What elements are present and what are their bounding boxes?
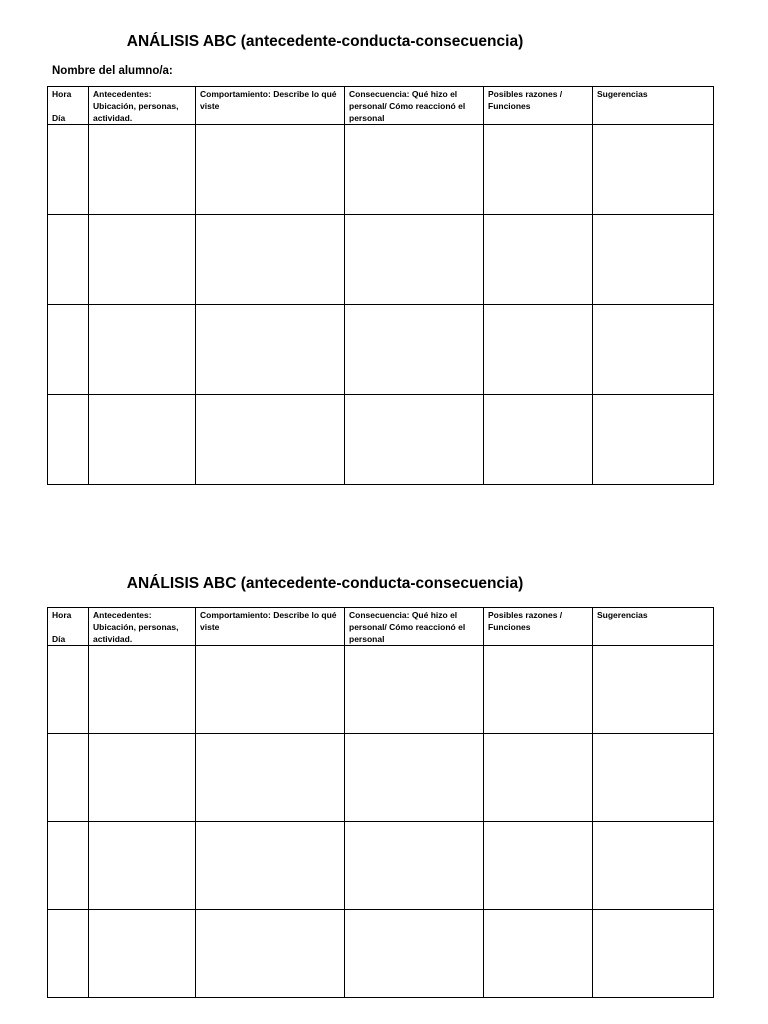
comportamiento-cell[interactable] xyxy=(196,646,345,734)
consecuencia-cell[interactable] xyxy=(345,646,484,734)
header-antecedentes: Antecedentes: Ubicación, personas, actividad. xyxy=(89,87,196,125)
hora-dia-cell[interactable] xyxy=(48,910,89,998)
consecuencia-cell[interactable] xyxy=(345,910,484,998)
table-row xyxy=(48,215,714,305)
table-header-row xyxy=(48,87,714,125)
razones-cell[interactable] xyxy=(484,646,593,734)
abc-table xyxy=(47,86,714,485)
antecedentes-cell[interactable] xyxy=(89,734,196,822)
table-row xyxy=(48,734,714,822)
consecuencia-cell[interactable] xyxy=(345,305,484,395)
table-row xyxy=(48,395,714,485)
antecedentes-cell[interactable] xyxy=(89,215,196,305)
table-row xyxy=(48,125,714,215)
page-title: ANÁLISIS ABC (antecedente-conducta-consecuencia) xyxy=(126,33,524,50)
table-row xyxy=(48,910,714,998)
header-hora-dia xyxy=(48,87,89,125)
table-header-row xyxy=(48,608,714,646)
header-hora: Hora xyxy=(52,89,72,99)
sugerencias-cell[interactable] xyxy=(593,910,714,998)
consecuencia-cell[interactable] xyxy=(345,734,484,822)
hora-dia-cell[interactable] xyxy=(48,822,89,910)
header-hora: Hora xyxy=(52,610,72,620)
header-sugerencias: Sugerencias xyxy=(593,87,714,125)
razones-cell[interactable] xyxy=(484,125,593,215)
table-row xyxy=(48,822,714,910)
hora-dia-cell[interactable] xyxy=(48,215,89,305)
table-row xyxy=(48,305,714,395)
hora-dia-cell[interactable] xyxy=(48,305,89,395)
table-row xyxy=(48,646,714,734)
header-hora-dia xyxy=(48,608,89,646)
header-dia: Día xyxy=(52,113,66,123)
antecedentes-cell[interactable] xyxy=(89,910,196,998)
sugerencias-cell[interactable] xyxy=(593,646,714,734)
consecuencia-cell[interactable] xyxy=(345,125,484,215)
abc-table xyxy=(47,607,714,998)
page-title: ANÁLISIS ABC (antecedente-conducta-consecuencia) xyxy=(126,575,524,592)
header-consecuencia: Consecuencia: Qué hizo el personal/ Cómo reaccionó el personal xyxy=(345,608,484,646)
header-consecuencia: Consecuencia: Qué hizo el personal/ Cómo reaccionó el personal xyxy=(345,87,484,125)
header-razones: Posibles razones / Funciones xyxy=(484,87,593,125)
razones-cell[interactable] xyxy=(484,734,593,822)
consecuencia-cell[interactable] xyxy=(345,395,484,485)
student-name-label: Nombre del alumno/a: xyxy=(52,65,173,77)
comportamiento-cell[interactable] xyxy=(196,305,345,395)
antecedentes-cell[interactable] xyxy=(89,305,196,395)
header-razones: Posibles razones / Funciones xyxy=(484,608,593,646)
hora-dia-cell[interactable] xyxy=(48,395,89,485)
razones-cell[interactable] xyxy=(484,910,593,998)
comportamiento-cell[interactable] xyxy=(196,734,345,822)
header-comportamiento: Comportamiento: Describe lo qué viste xyxy=(196,608,345,646)
hora-dia-cell[interactable] xyxy=(48,646,89,734)
antecedentes-cell[interactable] xyxy=(89,822,196,910)
razones-cell[interactable] xyxy=(484,395,593,485)
antecedentes-cell[interactable] xyxy=(89,395,196,485)
razones-cell[interactable] xyxy=(484,305,593,395)
sugerencias-cell[interactable] xyxy=(593,395,714,485)
hora-dia-cell[interactable] xyxy=(48,125,89,215)
razones-cell[interactable] xyxy=(484,822,593,910)
comportamiento-cell[interactable] xyxy=(196,125,345,215)
header-sugerencias: Sugerencias xyxy=(593,608,714,646)
comportamiento-cell[interactable] xyxy=(196,395,345,485)
sugerencias-cell[interactable] xyxy=(593,125,714,215)
consecuencia-cell[interactable] xyxy=(345,215,484,305)
header-antecedentes: Antecedentes: Ubicación, personas, actividad. xyxy=(89,608,196,646)
comportamiento-cell[interactable] xyxy=(196,215,345,305)
sugerencias-cell[interactable] xyxy=(593,734,714,822)
header-dia: Día xyxy=(52,634,66,644)
consecuencia-cell[interactable] xyxy=(345,822,484,910)
sugerencias-cell[interactable] xyxy=(593,215,714,305)
header-comportamiento: Comportamiento: Describe lo qué viste xyxy=(196,87,345,125)
hora-dia-cell[interactable] xyxy=(48,734,89,822)
razones-cell[interactable] xyxy=(484,215,593,305)
comportamiento-cell[interactable] xyxy=(196,910,345,998)
antecedentes-cell[interactable] xyxy=(89,646,196,734)
sugerencias-cell[interactable] xyxy=(593,305,714,395)
antecedentes-cell[interactable] xyxy=(89,125,196,215)
comportamiento-cell[interactable] xyxy=(196,822,345,910)
sugerencias-cell[interactable] xyxy=(593,822,714,910)
